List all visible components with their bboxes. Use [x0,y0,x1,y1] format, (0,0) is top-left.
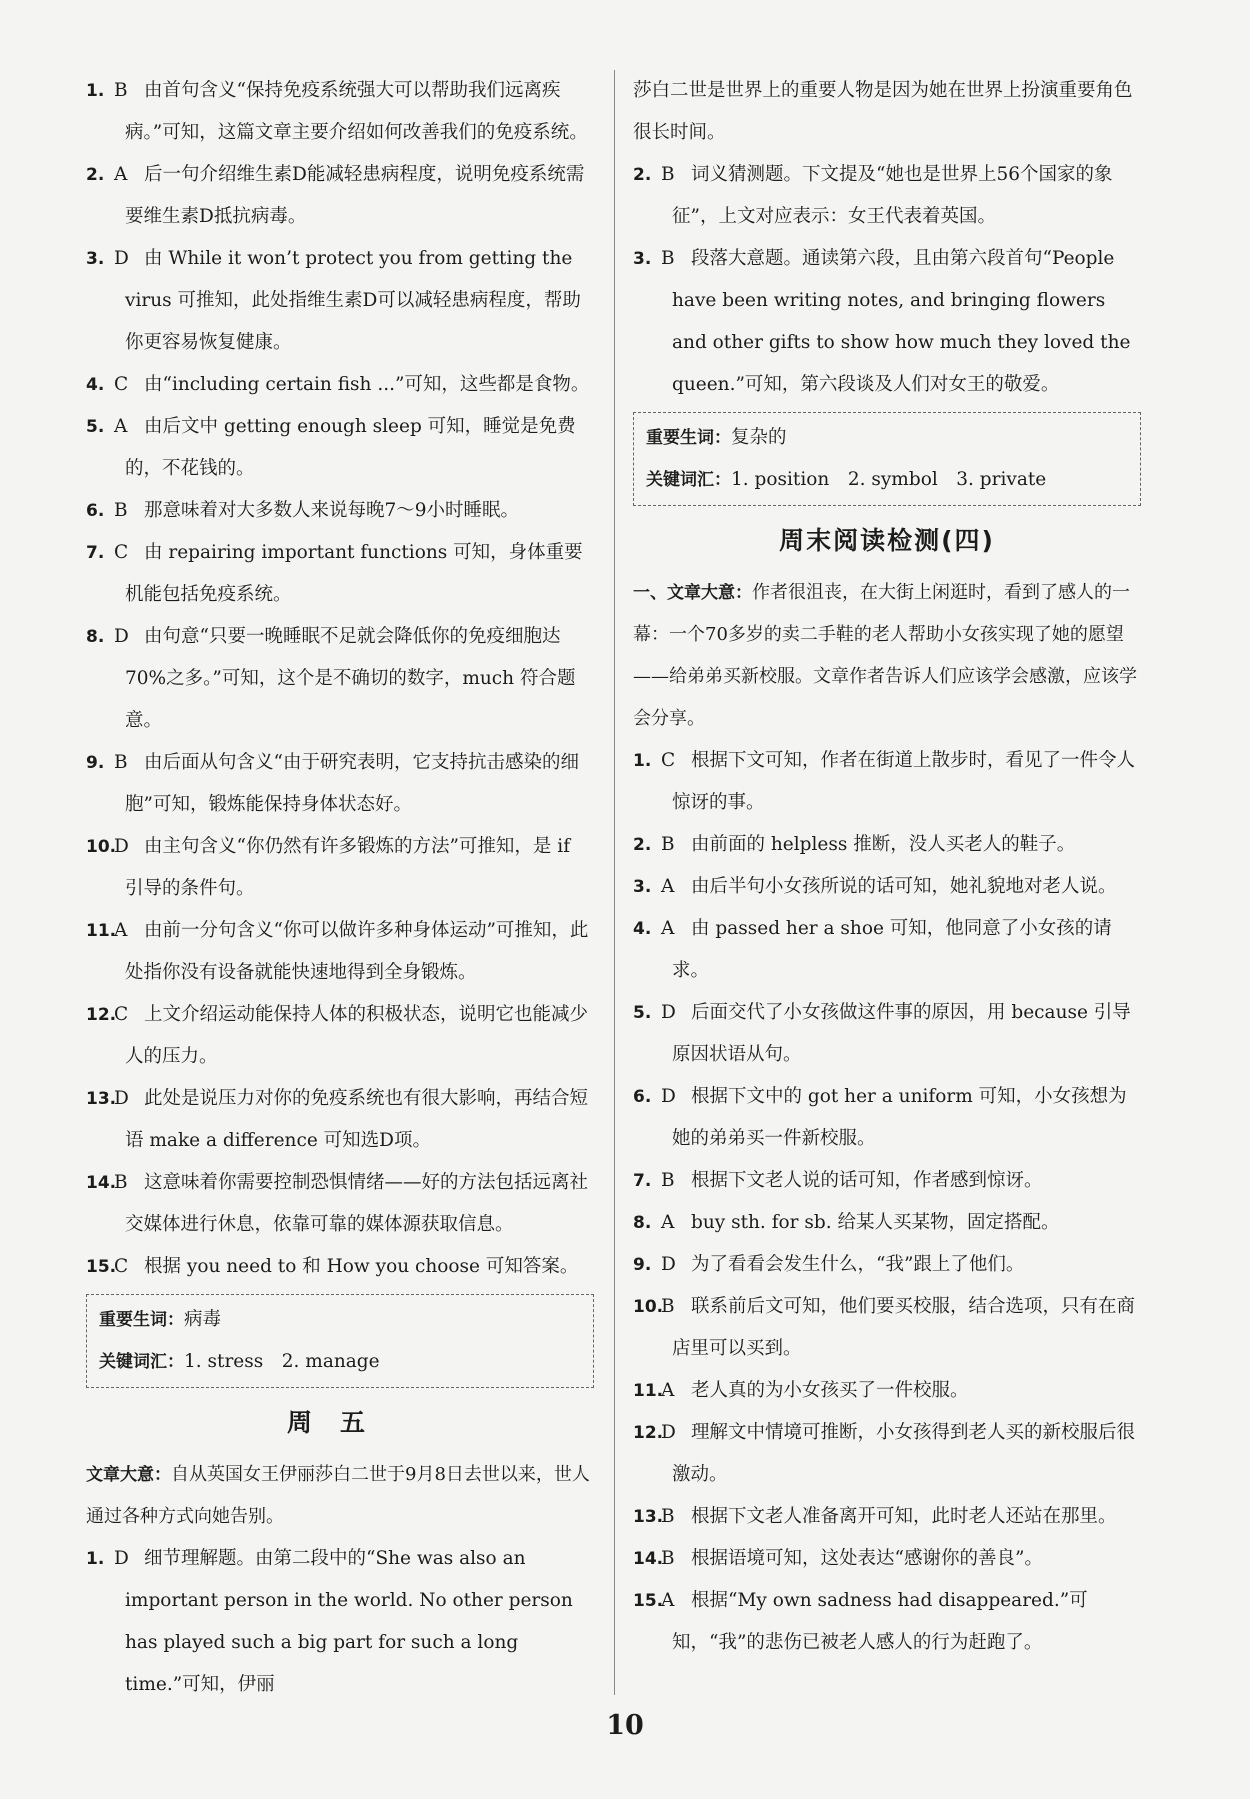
item-number: 9. [86,753,105,773]
key-words: 1. position 2. symbol 3. private [731,469,1047,490]
item-number: 6. [86,501,105,521]
item-explanation: 根据 you need to 和 How you choose 可知答案。 [144,1256,579,1277]
item-explanation: 由后文中 getting enough sleep 可知，睡觉是免费的，不花钱的。 [125,416,576,479]
item-answer: A [114,416,128,437]
item-explanation: 由前面的 helpless 推断，没人买老人的鞋子。 [691,834,1076,855]
item-answer: D [661,1002,676,1023]
answer-list-queen [633,154,1141,406]
item-explanation: 词义猜测题。下文提及“她也是世界上56个国家的象征”，上文对应表示：女王代表着英国。 [672,164,1113,227]
item-number: 9. [633,1255,652,1275]
item-number: 11. [633,1381,664,1401]
summary-weekend: 一、文章大意：作者很沮丧，在大街上闲逛时，看到了感人的一幕：一个70多岁的卖二手鞋的老人帮助小女孩实现了她的愿望——给弟弟买新校服。文章作者告诉人们应该学会感激，应该学会分享。 [633,582,1137,729]
answer-item [633,992,1141,1076]
answer-item [633,866,1141,908]
answer-item [86,406,594,490]
item-answer: B [114,752,128,773]
answer-item [86,1078,594,1162]
answer-item [86,532,594,616]
item-answer: B [661,1170,675,1191]
answer-item [86,490,594,532]
item-number: 4. [633,919,652,939]
new-word: 病毒 [184,1309,222,1330]
item-number: 13. [633,1507,664,1527]
item-answer: D [661,1086,676,1107]
item-answer: D [114,836,129,857]
item-explanation: 由“including certain fish ...”可知，这些都是食物。 [144,374,590,395]
item-explanation: 由主句含义“你仍然有许多锻炼的方法”可推知，是 if 引导的条件句。 [125,836,571,899]
answer-item [86,154,594,238]
item-number: 7. [633,1171,652,1191]
item-explanation: buy sth. for sb. 给某人买某物，固定搭配。 [691,1212,1060,1233]
answer-item [633,1538,1141,1580]
key-words: 1. stress 2. manage [184,1351,380,1372]
item-number: 3. [633,249,652,269]
item-number: 3. [86,249,105,269]
item-number: 13. [86,1089,117,1109]
left-column [86,70,594,1706]
item-answer: D [661,1254,676,1275]
answer-item [633,1496,1141,1538]
answer-item [633,1412,1141,1496]
item-explanation: 为了看看会发生什么，“我”跟上了他们。 [691,1254,1025,1275]
item-number: 4. [86,375,105,395]
item-explanation: 由句意“只要一晚睡眠不足就会降低你的免疫细胞达70%之多。”可知，这个是不确切的数字，much 符合题意。 [125,626,576,731]
continued-text: 莎白二世是世界上的重要人物是因为她在世界上扮演重要角色很长时间。 [633,80,1133,143]
item-number: 5. [633,1003,652,1023]
item-explanation: 此处是说压力对你的免疫系统也有很大影响，再结合短语 make a difference 可知选D项。 [125,1088,589,1151]
item-answer: C [114,542,129,563]
item-explanation: 理解文中情境可推断，小女孩得到老人买的新校服后很激动。 [672,1422,1136,1485]
item-explanation: 根据语境可知，这处表达“感谢你的善良”。 [691,1548,1043,1569]
column-divider [614,70,615,1695]
item-number: 1. [633,751,652,771]
item-answer: B [661,1506,675,1527]
answer-item [633,908,1141,992]
item-answer: B [114,80,128,101]
item-answer: C [661,750,676,771]
item-answer: D [114,626,129,647]
item-explanation: 由 While it won’t protect you from getting the virus 可推知，此处指维生素D可以减轻患病程度，帮助你更容易恢复健康。 [125,248,581,353]
item-number: 5. [86,417,105,437]
item-answer: D [114,248,129,269]
answer-list-immune [86,70,594,1288]
vocab-box-left: 重要生词：病毒 关键词汇：1. stress 2. manage [86,1294,594,1388]
item-explanation: 后一句介绍维生素D能减轻患病程度，说明免疫系统需要维生素D抵抗病毒。 [125,164,585,227]
answer-item [633,238,1141,406]
answer-item [86,826,594,910]
item-answer: A [661,1380,675,1401]
item-number: 2. [633,165,652,185]
page-number: 10 [606,1710,644,1741]
item-number: 8. [86,627,105,647]
item-number: 8. [633,1213,652,1233]
item-explanation: 上文介绍运动能保持人体的积极状态，说明它也能减少人的压力。 [125,1004,589,1067]
item-explanation: 段落大意题。通读第六段，且由第六段首句“People have been writing notes, and bringing flowers and other gifts to show how much they loved the queen.”可知，第六段谈及人们对女王的敬爱。 [672,248,1131,395]
item-explanation: 由 repairing important functions 可知，身体重要机能包括免疫系统。 [125,542,583,605]
summary-friday: 文章大意：自从英国女王伊丽莎白二世于9月8日去世以来，世人通过各种方式向她告别。 [86,1464,590,1527]
item-number: 1. [86,81,105,101]
item-explanation: 由后半句小女孩所说的话可知，她礼貌地对老人说。 [691,876,1117,897]
item-number: 7. [86,543,105,563]
answer-item [86,364,594,406]
item-answer: C [114,1004,129,1025]
item-number: 3. [633,877,652,897]
item-number: 12. [633,1423,664,1443]
answer-item [633,1580,1141,1664]
answer-item [633,1076,1141,1160]
item-explanation: 由后面从句含义“由于研究表明，它支持抗击感染的细胞”可知，锻炼能保持身体状态好。 [125,752,579,815]
item-answer: B [114,1172,128,1193]
item-number: 12. [86,1005,117,1025]
item-explanation: 联系前后文可知，他们要买校服，结合选项，只有在商店里可以买到。 [672,1296,1136,1359]
item-answer: A [661,918,675,939]
section-title-friday: 周五 [286,1408,393,1437]
item-answer: D [661,1422,676,1443]
item-explanation: 根据下文老人准备离开可知，此时老人还站在那里。 [691,1506,1117,1527]
item-explanation: 老人真的为小女孩买了一件校服。 [691,1380,969,1401]
item-number: 11. [86,921,117,941]
item-number: 2. [86,165,105,185]
item-answer: B [661,248,675,269]
answer-item [633,1244,1141,1286]
item-answer: B [661,1296,675,1317]
answer-item [86,1162,594,1246]
item-explanation: 根据“My own sadness had disappeared.”可知，“我”的悲伤已被老人感人的行为赶跑了。 [672,1590,1088,1653]
item-explanation: 根据下文中的 got her a uniform 可知，小女孩想为她的弟弟买一件新校服。 [672,1086,1127,1149]
item-explanation: 那意味着对大多数人来说每晚7～9小时睡眠。 [144,500,520,521]
item-answer: C [114,374,129,395]
item-answer: C [114,1256,129,1277]
item-answer: A [661,1212,675,1233]
item-answer: B [114,500,128,521]
right-column [633,70,1141,1664]
item-number: 14. [86,1173,117,1193]
item-explanation: 这意味着你需要控制恐惧情绪——好的方法包括远离社交媒体进行休息，依靠可靠的媒体源获取信息。 [125,1172,589,1235]
answer-list-shoes [633,740,1141,1664]
item-number: 6. [633,1087,652,1107]
item-answer: A [661,876,675,897]
answer-item [86,742,594,826]
answer-item [633,1202,1141,1244]
answer-item [633,1286,1141,1370]
item-explanation: 根据下文老人说的话可知，作者感到惊讶。 [691,1170,1043,1191]
answer-item [86,1246,594,1288]
item-explanation: 由前一分句含义“你可以做许多种身体运动”可推知，此处指你没有设备就能快速地得到全身锻炼。 [125,920,589,983]
item-answer: B [661,164,675,185]
answer-item [633,740,1141,824]
item-number: 2. [633,835,652,855]
item-explanation: 根据下文可知，作者在街道上散步时，看见了一件令人惊讶的事。 [672,750,1136,813]
item-answer: A [114,920,128,941]
vocab-box-right: 重要生词：复杂的 关键词汇：1. position 2. symbol 3. private [633,412,1141,506]
answer-item [86,616,594,742]
item-explanation: 由首句含义“保持免疫系统强大可以帮助我们远离疾病。”可知，这篇文章主要介绍如何改善我们的免疫系统。 [125,80,588,143]
answer-item: 1. D 细节理解题。由第二段中的“She was also an important person in the world. No other person has played such a big part for such a long time.”可知，伊丽 [86,1548,573,1695]
item-answer: D [114,1088,129,1109]
item-answer: A [661,1590,675,1611]
answer-item [633,154,1141,238]
answer-item [86,238,594,364]
answer-item [86,70,594,154]
item-number: 14. [633,1549,664,1569]
item-answer: B [661,1548,675,1569]
item-number: 15. [86,1257,117,1277]
answer-item [633,824,1141,866]
answer-item [633,1160,1141,1202]
answer-item [633,1370,1141,1412]
item-number: 10. [633,1297,664,1317]
item-number: 10. [86,837,117,857]
item-answer: A [114,164,128,185]
answer-item [86,910,594,994]
item-explanation: 由 passed her a shoe 可知，他同意了小女孩的请求。 [672,918,1112,981]
new-word: 复杂的 [731,427,787,448]
answer-item [86,994,594,1078]
item-answer: B [661,834,675,855]
item-explanation: 后面交代了小女孩做这件事的原因，用 because 引导原因状语从句。 [672,1002,1131,1065]
section-title-weekend: 周末阅读检测(四) [779,526,995,555]
item-number: 15. [633,1591,664,1611]
